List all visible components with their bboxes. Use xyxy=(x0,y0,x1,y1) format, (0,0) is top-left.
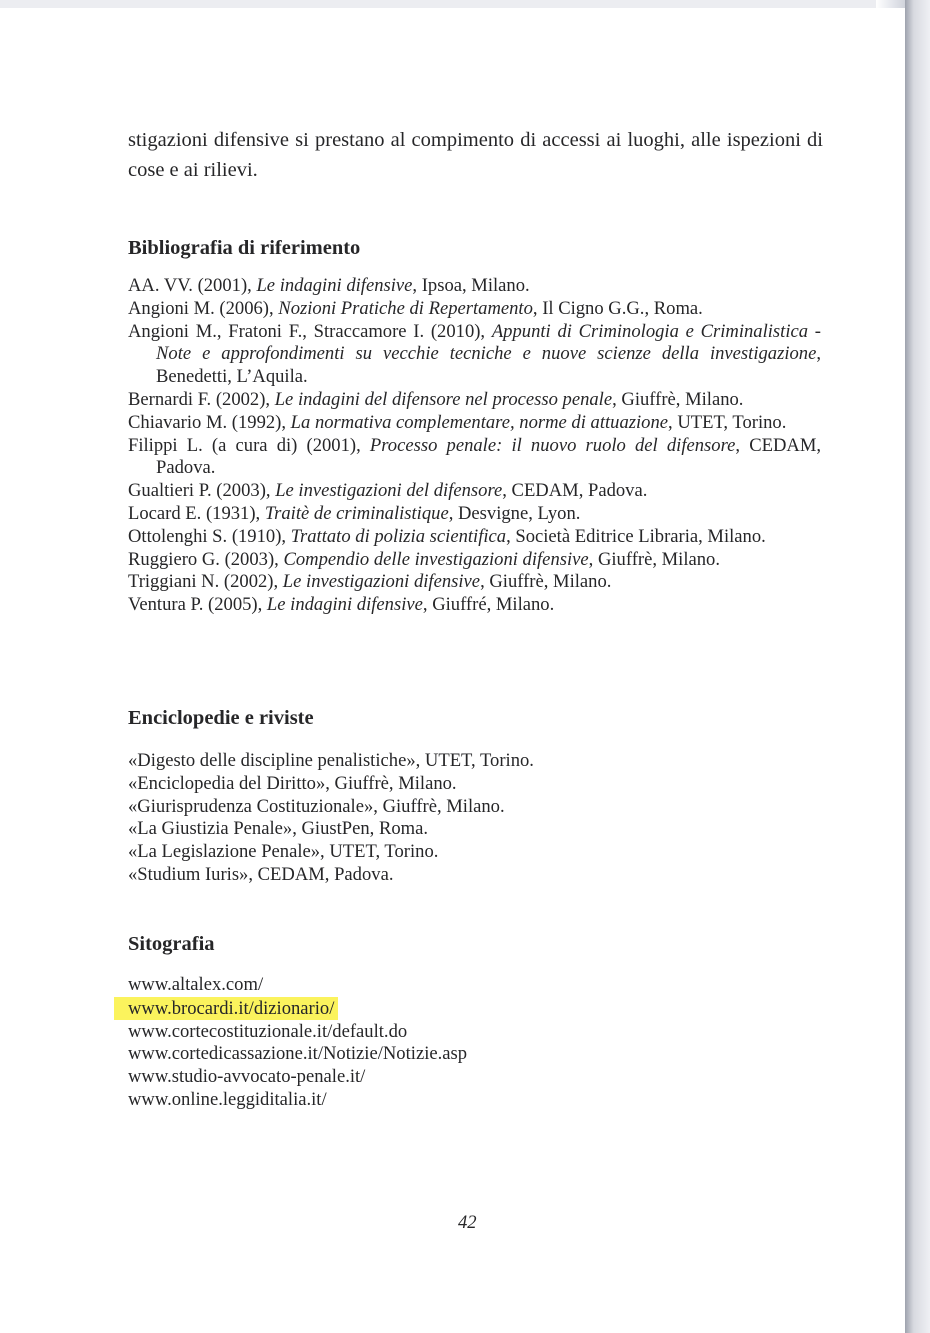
bibliography-entry: Bernardi F. (2002), Le indagini del difensore nel processo penale, Giuffrè, Milano. xyxy=(128,388,744,410)
sitography-heading: Sitografia xyxy=(128,933,215,955)
encyclopedias-list xyxy=(128,750,821,887)
book-spine xyxy=(905,0,930,1333)
bibliography-entry: Chiavario M. (1992), La normativa complementare, norme di attuazione, UTET, Torino. xyxy=(128,411,787,433)
page-number: 42 xyxy=(458,1212,477,1233)
website-url-highlighted xyxy=(128,997,821,1021)
intro-paragraph: stigazioni difensive si prestano al compimento di accessi ai luoghi, alle ispezioni di cose e ai rilievi. xyxy=(128,129,823,181)
encyclopedia-entry: «Enciclopedia del Diritto», Giuffrè, Milano. xyxy=(128,772,457,794)
encyclopedia-entry: «Digesto delle discipline penalistiche», UTET, Torino. xyxy=(128,750,534,771)
bibliography-list xyxy=(128,275,821,617)
bibliography-entry: Angioni M. (2006), Nozioni Pratiche di Repertamento, Il Cigno G.G., Roma. xyxy=(128,297,703,319)
book-page xyxy=(0,8,905,1333)
sitography-list xyxy=(128,974,821,1112)
bibliography-entry: Locard E. (1931), Traitè de criminalistique, Desvigne, Lyon. xyxy=(128,502,581,524)
bibliography-entry: AA. VV. (2001), Le indagini difensive, Ipsoa, Milano. xyxy=(128,275,530,296)
bibliography-entry: Ruggiero G. (2003), Compendio delle investigazioni difensive, Giuffrè, Milano. xyxy=(128,548,720,570)
website-url: www.studio-avvocato-penale.it/ xyxy=(128,1066,366,1088)
highlight-marker: www.brocardi.it/dizionario/ xyxy=(114,997,338,1020)
encyclopedia-entry: «Studium Iuris», CEDAM, Padova. xyxy=(128,863,394,885)
bibliography-entry: Triggiani N. (2002), Le investigazioni difensive, Giuffrè, Milano. xyxy=(128,571,612,593)
encyclopedia-entry: «Giurisprudenza Costituzionale», Giuffrè, Milano. xyxy=(128,795,505,817)
bibliography-entry: Ventura P. (2005), Le indagini difensive, Giuffré, Milano. xyxy=(128,594,555,616)
encyclopedia-entry: «La Legislazione Penale», UTET, Torino. xyxy=(128,841,439,863)
website-url: www.cortedicassazione.it/Notizie/Notizie.asp xyxy=(128,1043,468,1065)
website-url: www.online.leggiditalia.it/ xyxy=(128,1088,327,1110)
bibliography-entry: Gualtieri P. (2003), Le investigazioni del difensore, CEDAM, Padova. xyxy=(128,480,648,502)
bibliography-entry: Angioni M., Fratoni F., Straccamore I. (2010), Appunti di Criminologia e Criminalistica - Note e approfondimenti su vecchie tecniche e nuove scienze della investigazione, Benedetti, L’Aquila. xyxy=(128,320,821,388)
website-url: www.cortecostituzionale.it/default.do xyxy=(128,1020,408,1042)
encyclopedias-heading: Enciclopedie e riviste xyxy=(128,707,314,729)
encyclopedia-entry: «La Giustizia Penale», GiustPen, Roma. xyxy=(128,818,429,840)
website-url: www.altalex.com/ xyxy=(128,974,264,995)
bibliography-entry: Filippi L. (a cura di) (2001), Processo penale: il nuovo ruolo del difensore, CEDAM, Padova. xyxy=(128,434,821,479)
bibliography-entry: Ottolenghi S. (1910), Trattato di polizia scientifica, Società Editrice Libraria, Milano. xyxy=(128,525,766,547)
bibliography-heading: Bibliografia di riferimento xyxy=(128,237,361,259)
